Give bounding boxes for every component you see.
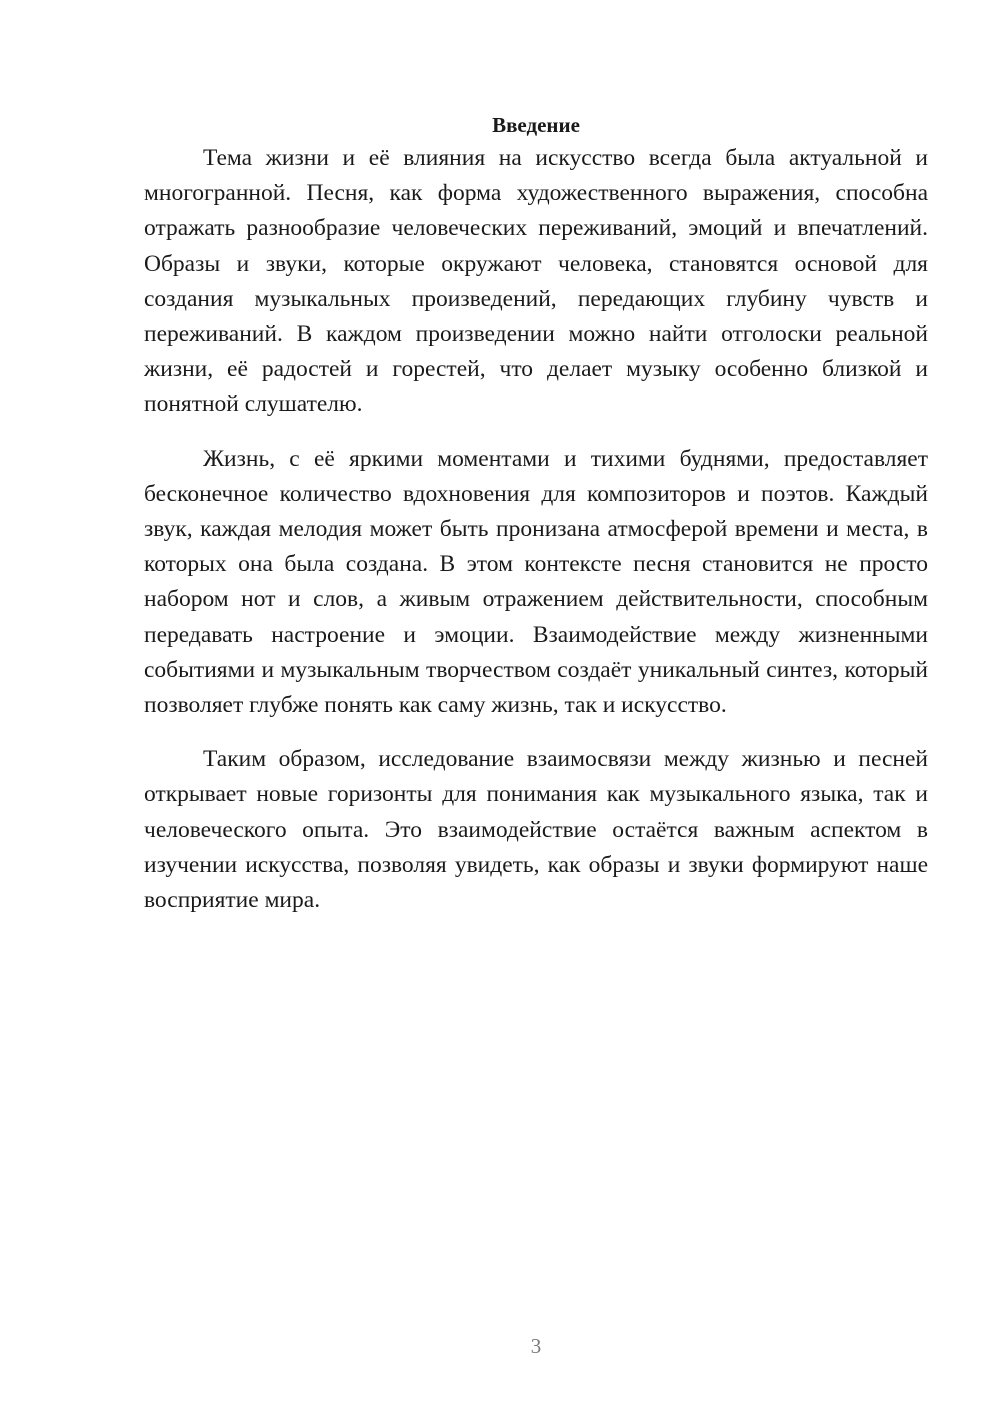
page-number: 3 [530, 1334, 542, 1358]
paragraph-2: Жизнь, с её яркими моментами и тихими буднями, предоставляет бесконечное количество вдохновения для композиторов и поэтов. Каждый звук, каждая мелодия может быть пронизана атмосферой времени и места, в которых она была создана. В этом контексте песня становится не просто набором нот и слов, а живым отражением действительности, способным передавать настроение и эмоции. Взаимодействие между жизненными событиями и музыкальным творчеством создаёт уникальный синтез, который позволяет глубже понять как саму жизнь, так и искусство. [144, 445, 928, 719]
paragraph-1: Тема жизни и её влияния на искусство всегда была актуальной и многогранной. Песня, как форма художественного выражения, способна отражать разнообразие человеческих переживаний, эмоций и впечатлений. Образы и звуки, которые окружают человека, становятся основой для создания музыкальных произведений, передающих глубину чувств и переживаний. В каждом произведении можно найти отголоски реальной жизни, её радостей и горестей, что делает музыку особенно близкой и понятной слушателю. [144, 145, 928, 418]
section-heading: Введение [492, 113, 580, 138]
body-text [144, 141, 928, 918]
paragraph-3: Таким образом, исследование взаимосвязи между жизнью и песней открывает новые горизонты для понимания как музыкального языка, так и человеческого опыта. Это взаимодействие остаётся важным аспектом в изучении искусства, позволяя увидеть, как образы и звуки формируют наше восприятие мира. [144, 746, 928, 914]
